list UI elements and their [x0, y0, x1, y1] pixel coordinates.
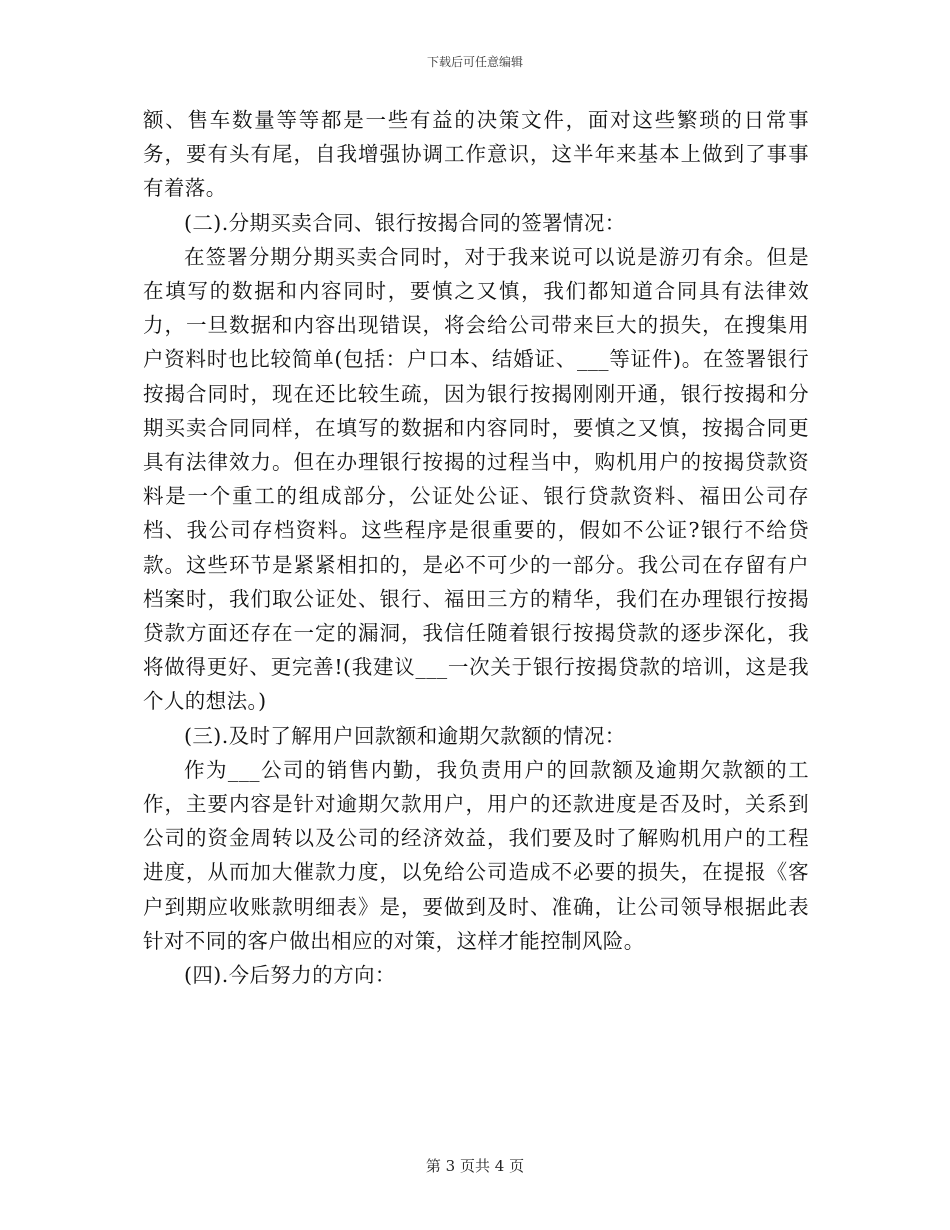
paragraph-payments: 作为___公司的销售内勤，我负责用户的回款额及逾期欠款额的工作，主要内容是针对逾期欠款用户，用户的还款进度是否及时，关系到公司的资金周转以及公司的经济效益，我们要及时了解购机用户的工程进度，从而加大催款力度，以免给公司造成不必要的损失，在提报《客户到期应收账款明细表》是，要做到及时、准确，让公司领导根据此表针对不同的客户做出相应的对策，这样才能控制风险。: [143, 757, 809, 953]
page-footer: 第 3 页共 4 页: [425, 1157, 525, 1175]
document-body: [143, 103, 809, 992]
section-heading-4: (四).今后努力的方向：: [184, 963, 396, 988]
section-heading-3: (三).及时了解用户回款额和逾期欠款额的情况：: [184, 723, 626, 748]
paragraph-continuation: 额、售车数量等等都是一些有益的决策文件，面对这些繁琐的日常事务，要有头有尾，自我增强协调工作意识，这半年来基本上做到了事事有着落。: [143, 108, 809, 201]
section-heading-2: (二).分期买卖合同、银行按揭合同的签署情况：: [184, 210, 626, 235]
page-header: 下载后可任意编辑: [426, 55, 523, 69]
paragraph-contracts: 在签署分期分期买卖合同时，对于我来说可以说是游刃有余。但是在填写的数据和内容同时，要慎之又慎，我们都知道合同具有法律效力，一旦数据和内容出现错误，将会给公司带来巨大的损失，在搜集用户资料时也比较简单(包括：户口本、结婚证、___等证件)。在签署银行按揭合同时，现在还比较生疏，因为银行按揭刚刚开通，银行按揭和分期买卖合同同样，在填写的数据和内容同时，要慎之又慎，按揭合同更具有法律效力。但在办理银行按揭的过程当中，购机用户的按揭贷款资料是一个重工的组成部分，公证处公证、银行贷款资料、福田公司存档、我公司存档资料。这些程序是很重要的，假如不公证?银行不给贷款。这些环节是紧紧相扣的，是必不可少的一部分。我公司在存留有户档案时，我们取公证处、银行、福田三方的精华，我们在办理银行按揭贷款方面还存在一定的漏洞，我信任随着银行按揭贷款的逐步深化，我将做得更好、更完善!(我建议___一次关于银行按揭贷款的培训，这是我个人的想法。): [143, 244, 809, 714]
